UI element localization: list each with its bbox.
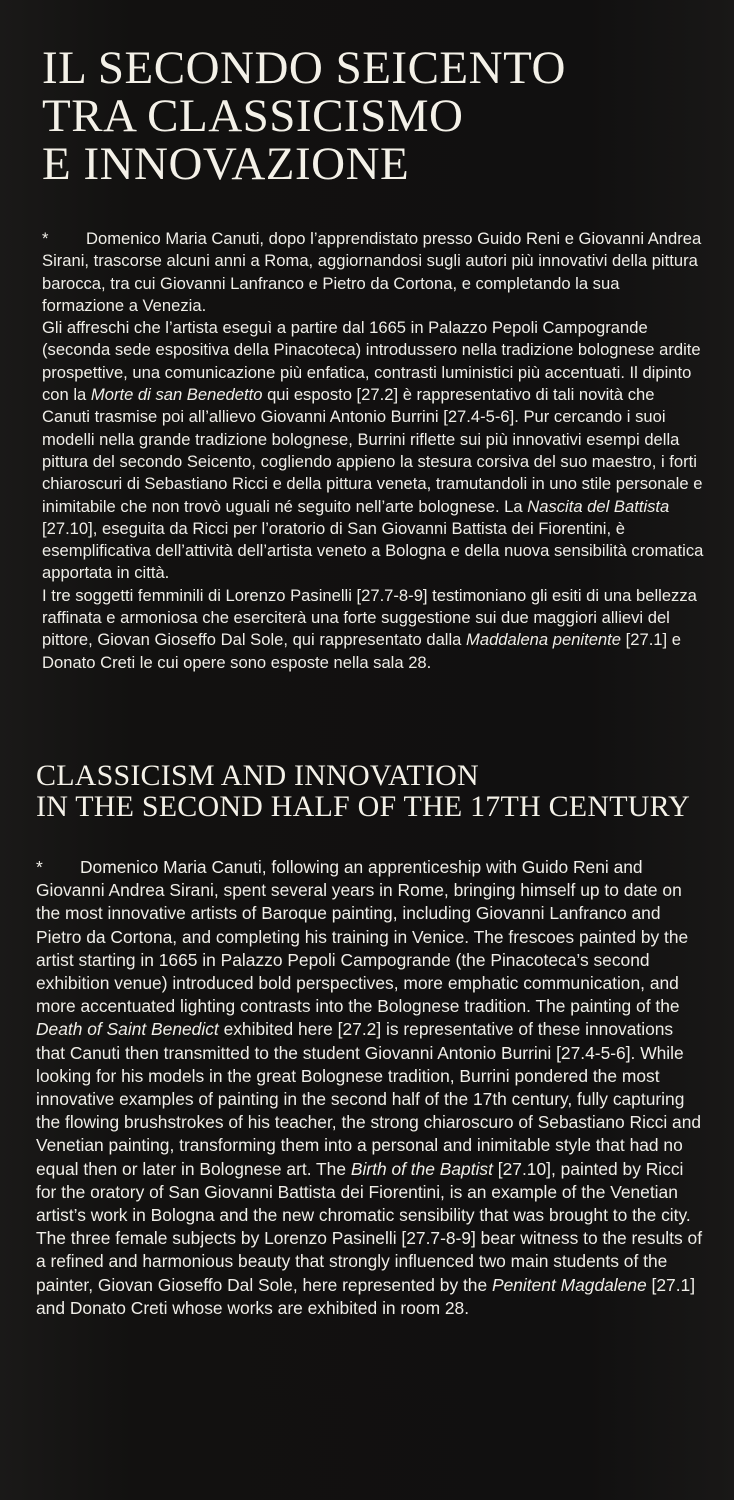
english-title xyxy=(36,760,706,822)
english-p1-text-a: Domenico Maria Canuti, following an apprenticeship with Guido Reni and Giovanni Andrea Sirani, spent several years in Rome, bringing himself up to date on the most innovative artists of Baroque painting, including Giovanni Lanfranco and Pietro da Cortona, and completing his training in Venice. The frescoes painted by the artist starting in 1665 in Palazzo Pepoli Campogrande (the Pinacoteca’s second exhibition venue) introduced bold perspectives, more emphatic communication, and more accentuated lighting contrasts into the Bolognese tradition. The painting of the xyxy=(36,856,689,1017)
italian-artwork-title: Morte di san Benedetto xyxy=(90,385,263,405)
english-artwork-title: Birth of the Baptist xyxy=(350,1158,493,1179)
english-artwork-title: Death of Saint Benedict xyxy=(36,1019,219,1040)
italian-paragraph-2 xyxy=(42,317,706,585)
italian-body xyxy=(36,228,706,674)
english-p1-text-b: exhibited here [27.2] is representative of these innovations that Canuti then transmitted to the student Giovanni Antonio Burrini [27.4-5-6]. While looking for his models in the great Bolognese tradition, Burrini pondered the most innovative examples of painting in the second half of the 17th century, fully capturing the flowing brushstrokes of his teacher, the strong chiaroscuro of Sebastiano Ricci and Venetian painting, transforming them into a personal and inimitable style that had no equal then or later in Bolognese art. The xyxy=(36,1019,702,1179)
english-paragraph-1 xyxy=(36,856,706,1227)
italian-p1-text: Domenico Maria Canuti, dopo l’apprendistato presso Guido Reni e Giovanni Andrea Sirani, trascorse alcuni anni a Roma, aggiornandosi sugli autori più innovativi della pittura barocca, tra cui Giovanni Lanfranco e Pietro da Cortona, e completando la sua formazione a Venezia. xyxy=(42,229,702,315)
bullet-star: * xyxy=(36,856,43,877)
english-p2-text-b: [27.1] and Donato Creti whose works are exhibited in room 28. xyxy=(36,1274,696,1318)
italian-p2-text-b: qui esposto [27.2] è rappresentativo di tali novità che Canuti trasmise poi all’allievo Giovanni Antonio Burrini [27.4-5-6]. Pur cercando i suoi modelli nella grande tradizione bolognese, Burrini riflette sui più innovativi esempi della pittura del secondo Seicento, cogliendo appieno la stesura corsiva del suo maestro, i forti chiaroscuri di Sebastiano Ricci e della pittura veneta, tramutandoli in uno stile personale e inimitabile che non trovò uguali né seguito nell’arte bolognese. La xyxy=(42,385,703,516)
italian-title-line-3: E INNOVAZIONE xyxy=(42,138,410,190)
italian-p3-text-b: [27.1] e Donato Creti le cui opere sono esposte nella sala 28. xyxy=(42,630,681,672)
english-p2-text-a: The three female subjects by Lorenzo Pasinelli [27.7-8-9] bear witness to the results of a refined and harmonious beauty that strongly influenced two main students of the painter, Giovan Gioseffo Dal Sole, here represented by the xyxy=(36,1228,703,1295)
english-title-line-1: CLASSICISM AND INNOVATION xyxy=(36,758,479,792)
italian-artwork-title: Nascita del Battista xyxy=(527,496,670,516)
italian-paragraph-1 xyxy=(42,228,706,317)
italian-artwork-title: Maddalena penitente xyxy=(466,630,622,650)
italian-p2-text-a: Gli affreschi che l’artista eseguì a partire dal 1665 in Palazzo Pepoli Campogrande (seconda sede espositiva della Pinacoteca) introdussero nella tradizione bolognese ardite prospettive, una comunicazione più enfatica, contrasti luministici più accentuati. Il dipinto con la xyxy=(42,318,701,405)
english-p1-text-c: [27.10], painted by Ricci for the oratory of San Giovanni Battista dei Fiorentini, is an example of the Venetian artist’s work in Bologna and the new chromatic sensibility that was brought to the city. xyxy=(36,1158,691,1225)
italian-title-line-2: TRA CLASSICISMO xyxy=(42,90,464,142)
italian-title xyxy=(36,44,706,188)
italian-p3-text-a: I tre soggetti femminili di Lorenzo Pasinelli [27.7-8-9] testimoniano gli esiti di una bellezza raffinata e armoniosa che eserciterà una forte suggestione sui due maggiori allievi del pittore, Giovan Gioseffo Dal Sole, qui rappresentato dalla xyxy=(42,585,697,650)
italian-p2-text-c: [27.10], eseguita da Ricci per l’oratorio di San Giovanni Battista dei Fiorentini, è esemplificativa dell’attività dell’artista veneto a Bologna e della nuova sensibilità cromatica apportata in città. xyxy=(42,518,704,583)
english-paragraph-2 xyxy=(36,1227,706,1320)
bullet-star: * xyxy=(42,229,49,248)
italian-title-line-1: IL SECONDO SEICENTO xyxy=(42,42,566,94)
italian-paragraph-3 xyxy=(42,585,706,674)
english-title-line-2: IN THE SECOND HALF OF THE 17TH CENTURY xyxy=(36,789,691,823)
english-body xyxy=(36,856,706,1320)
english-artwork-title: Penitent Magdalene xyxy=(491,1274,647,1295)
